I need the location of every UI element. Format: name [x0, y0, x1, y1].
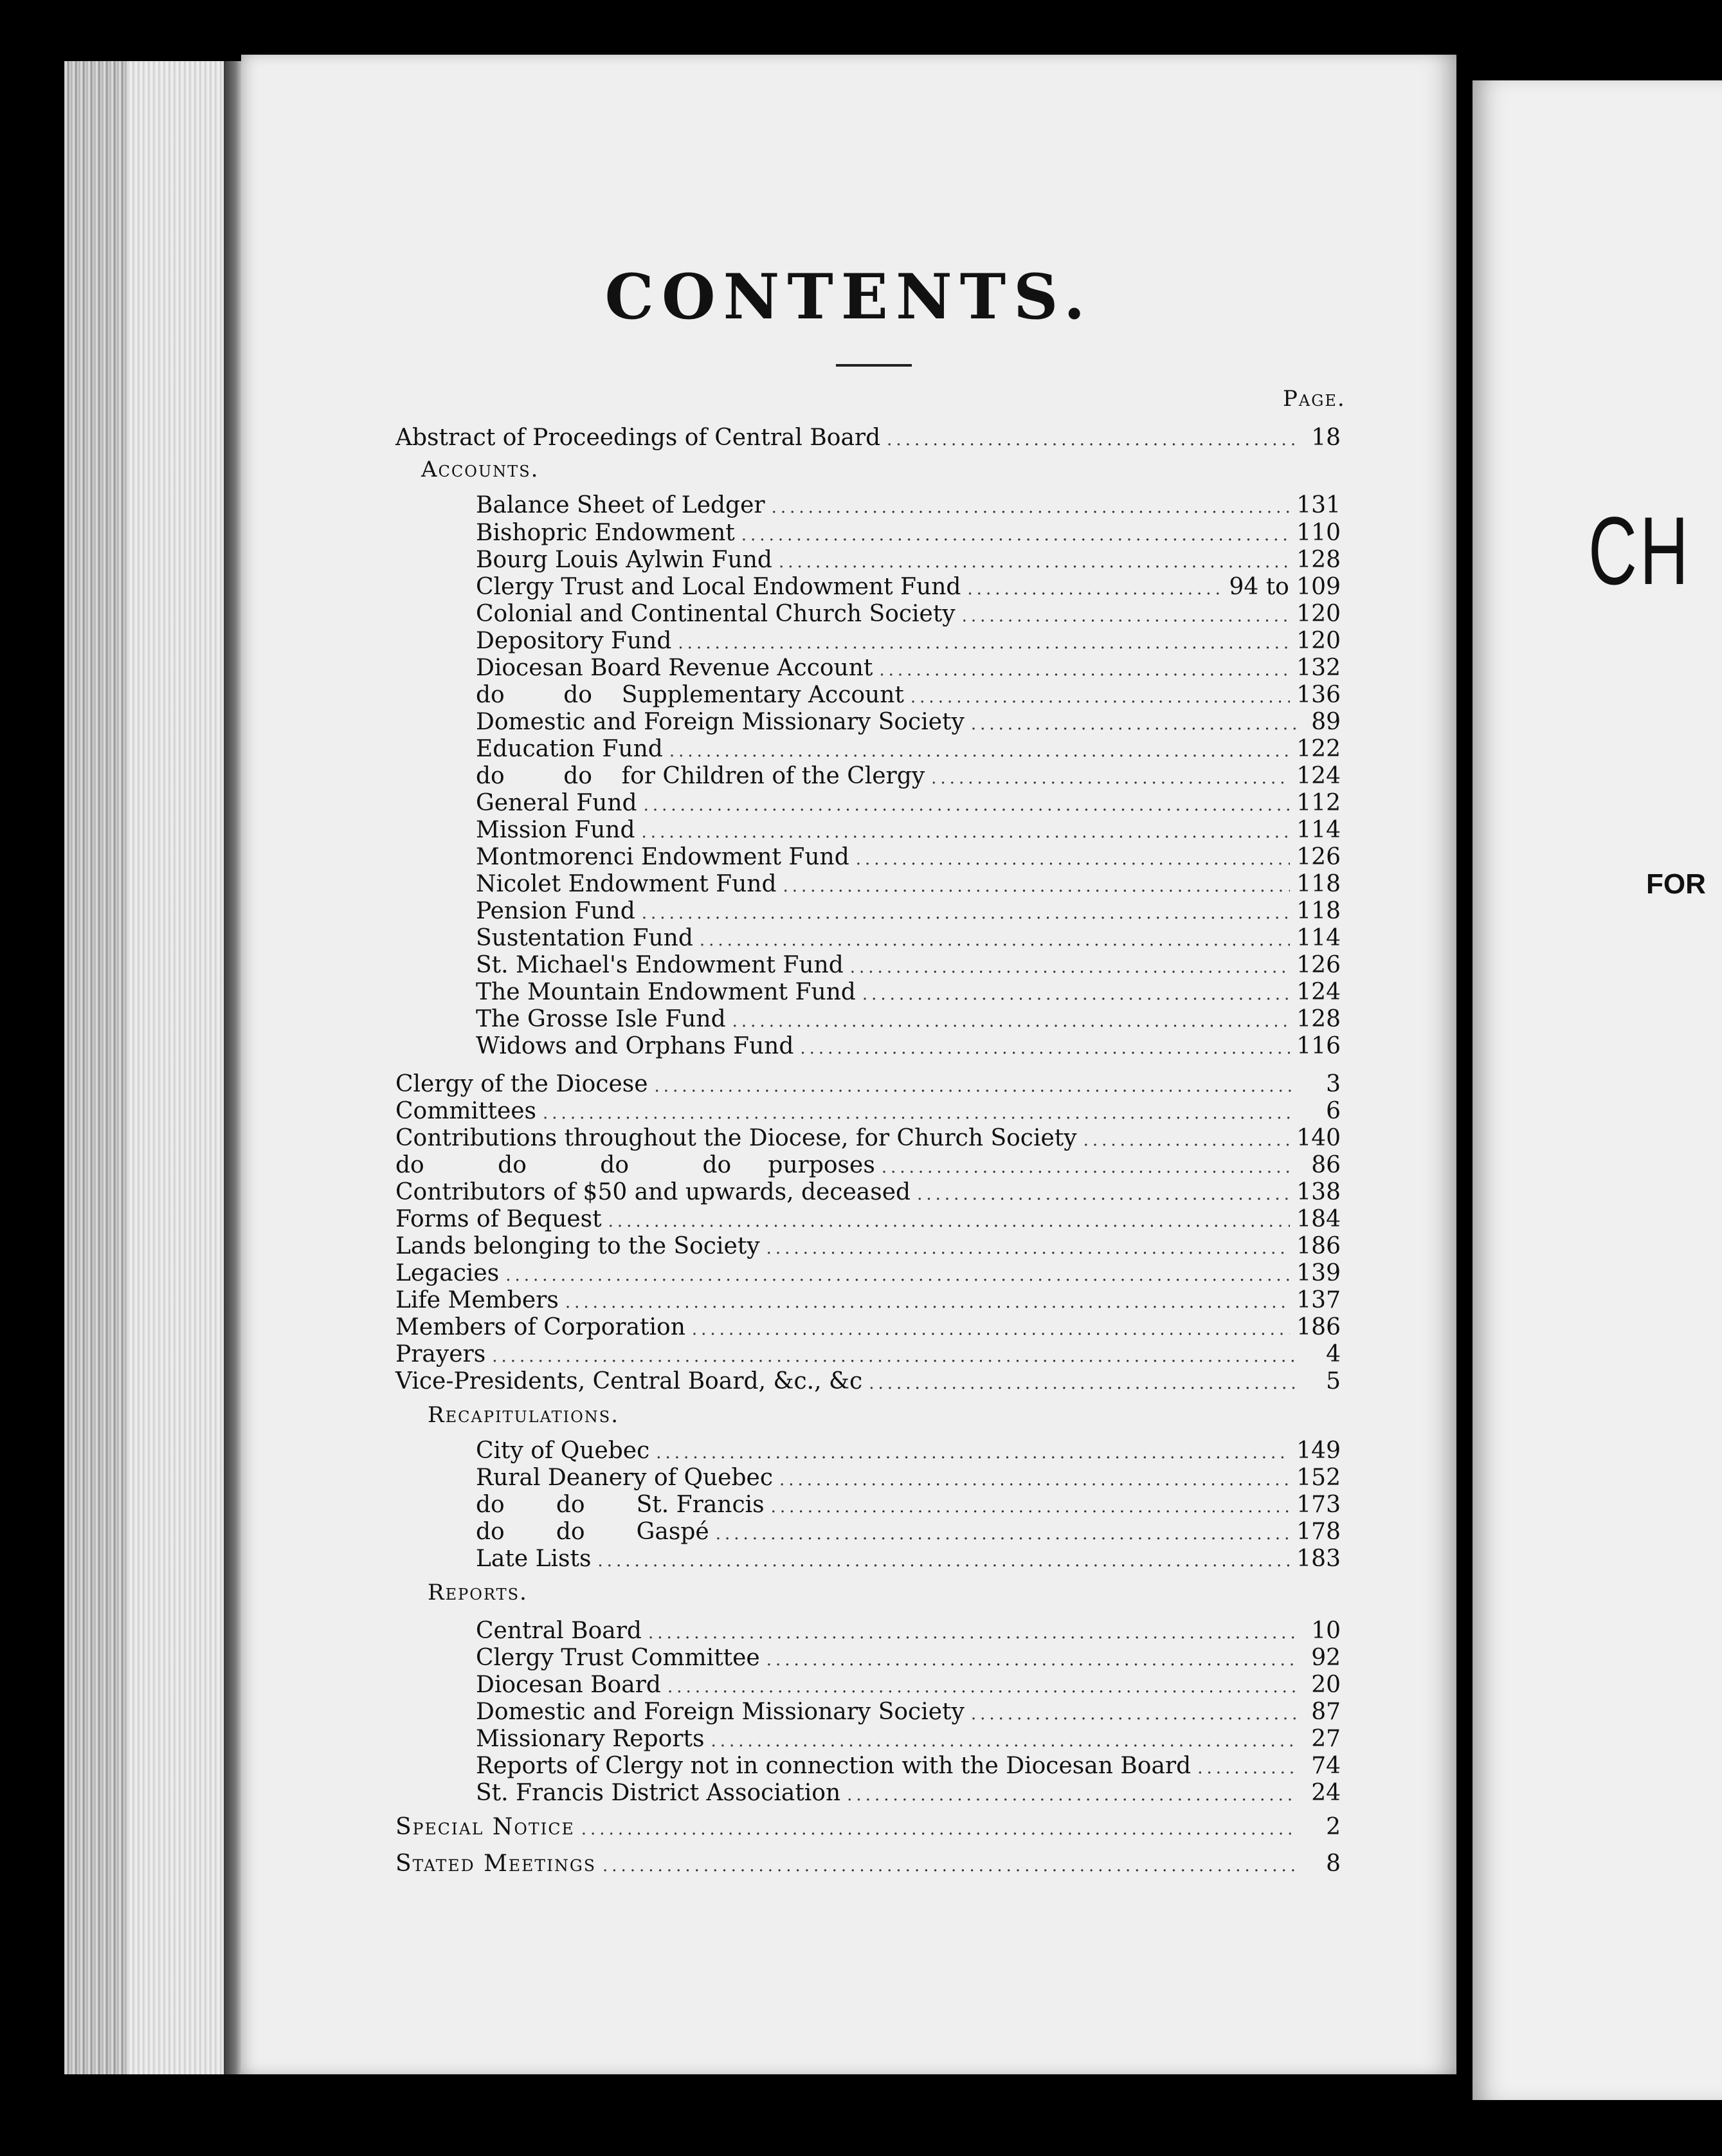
toc-entry-label: St. Michael's Endowment Fund	[476, 952, 844, 978]
toc-entry-page: 173	[1296, 1492, 1341, 1518]
toc-entry-label: Balance Sheet of Ledger	[476, 492, 765, 518]
leader-dots	[779, 549, 1290, 576]
toc-entry-page: 112	[1296, 790, 1341, 816]
leader-dots	[656, 1439, 1290, 1466]
toc-entry	[395, 1098, 1341, 1125]
toc-entry	[395, 1260, 1341, 1287]
toc-entry	[476, 1699, 1341, 1726]
toc-entry-label: Missionary Reports	[476, 1726, 705, 1752]
toc-entry	[476, 1726, 1341, 1753]
toc-entry	[476, 790, 1341, 817]
leader-dots	[772, 494, 1291, 521]
toc-entry	[476, 871, 1341, 898]
toc-entry-page: 132	[1296, 655, 1341, 681]
book-gutter	[224, 61, 243, 2074]
toc-entry-page: 126	[1296, 844, 1341, 870]
toc-entry-page: 120	[1296, 601, 1341, 627]
toc-entry-page: 86	[1311, 1152, 1341, 1178]
toc-entry-label: Reports of Clergy not in connection with the Diocesan Board	[476, 1753, 1192, 1779]
toc-entry-page: 110	[1296, 520, 1341, 546]
toc-entry-page: 94 to 109	[1229, 574, 1341, 600]
toc-entry	[395, 1341, 1341, 1368]
toc-entry-label: Diocesan Board Revenue Account	[476, 655, 873, 681]
toc-entry-page: 10	[1311, 1618, 1341, 1644]
leader-dots	[887, 426, 1296, 453]
toc-entry-label: Diocesan Board	[476, 1672, 661, 1698]
page-title: CONTENTS.	[604, 260, 1093, 333]
toc-entry-page: 24	[1311, 1780, 1341, 1806]
toc-entry-page: 87	[1311, 1699, 1341, 1725]
toc-entry-label: Bishopric Endowment	[476, 520, 735, 546]
toc-entry-label: The Grosse Isle Fund	[476, 1006, 726, 1032]
toc-entry-page: 20	[1311, 1672, 1341, 1698]
toc-entry	[395, 1206, 1341, 1233]
toc-entry	[476, 1438, 1341, 1465]
toc-entry-page: 2	[1326, 1814, 1341, 1840]
toc-entry-page: 4	[1326, 1341, 1341, 1367]
leader-dots	[692, 1316, 1290, 1343]
toc-entry-page: 6	[1326, 1098, 1341, 1124]
toc-entry	[395, 1287, 1341, 1314]
toc-entry-page: 136	[1296, 682, 1341, 708]
toc-entry	[476, 547, 1341, 574]
toc-entry	[476, 574, 1341, 601]
leader-dots	[669, 738, 1290, 765]
toc-entry-page: 114	[1296, 817, 1341, 843]
toc-entry	[476, 1006, 1341, 1033]
toc-entry	[476, 682, 1341, 709]
toc-entry	[476, 1753, 1341, 1780]
toc-entry	[395, 1314, 1341, 1341]
toc-entry-page: 152	[1296, 1465, 1341, 1491]
toc-entry	[395, 1179, 1341, 1206]
toc-entry	[395, 425, 1341, 452]
toc-entry-label: Contributions throughout the Diocese, for Church Society	[395, 1125, 1077, 1151]
toc-entry-label: City of Quebec	[476, 1438, 650, 1464]
toc-entry-page: 124	[1296, 763, 1341, 789]
toc-entry-page: 186	[1296, 1314, 1341, 1340]
leader-dots	[862, 981, 1290, 1008]
toc-entry	[395, 1233, 1341, 1260]
leader-dots	[967, 576, 1222, 603]
section-heading: Accounts.	[421, 457, 539, 482]
leader-dots	[543, 1100, 1296, 1127]
toc-entry	[476, 655, 1341, 682]
toc-entry-page: 183	[1296, 1546, 1341, 1572]
toc-entry-page: 89	[1311, 709, 1341, 735]
toc-entry	[476, 736, 1341, 763]
toc-entry	[476, 520, 1341, 547]
toc-entry-label: Legacies	[395, 1260, 500, 1286]
leader-dots	[850, 954, 1291, 981]
toc-entry	[476, 952, 1341, 979]
toc-entry	[476, 898, 1341, 925]
toc-entry-label: Prayers	[395, 1341, 486, 1367]
toc-entry	[395, 1368, 1341, 1395]
leader-dots	[741, 522, 1291, 549]
toc-entry	[395, 1814, 1341, 1841]
toc-entry-page: 116	[1296, 1033, 1341, 1059]
leader-dots	[597, 1548, 1290, 1575]
title-rule	[836, 364, 912, 367]
leader-dots	[603, 1852, 1296, 1879]
leader-dots	[505, 1262, 1290, 1289]
toc-entry-label: Montmorenci Endowment Fund	[476, 844, 849, 870]
toc-entry	[395, 1850, 1341, 1877]
leader-dots	[783, 873, 1291, 900]
toc-entry	[476, 492, 1341, 519]
toc-entry-label: do do do do purposes	[395, 1152, 875, 1178]
toc-entry-label: Domestic and Foreign Missionary Society	[476, 709, 965, 735]
leader-dots	[917, 1181, 1290, 1208]
toc-entry-label: Forms of Bequest	[395, 1206, 602, 1232]
leader-dots	[667, 1674, 1296, 1701]
toc-entry-label: Depository Fund	[476, 628, 672, 654]
toc-entry-label: Domestic and Foreign Missionary Society	[476, 1699, 965, 1725]
leader-dots	[962, 603, 1291, 630]
toc-entry-label: Nicolet Endowment Fund	[476, 871, 777, 897]
toc-entry-page: 74	[1311, 1753, 1341, 1779]
leader-dots	[644, 792, 1291, 819]
leader-dots	[911, 684, 1290, 711]
toc-entry-label: Central Board	[476, 1618, 642, 1644]
toc-entry	[476, 1546, 1341, 1573]
toc-entry	[476, 1618, 1341, 1645]
toc-entry-label: Colonial and Continental Church Society	[476, 601, 956, 627]
toc-entry-page: 184	[1296, 1206, 1341, 1232]
toc-entry-page: 137	[1296, 1287, 1341, 1313]
toc-entry-label: Lands belonging to the Society	[395, 1233, 760, 1259]
toc-entry-label: Life Members	[395, 1287, 559, 1313]
toc-entry-page: 131	[1296, 492, 1341, 518]
toc-entry-label: Mission Fund	[476, 817, 635, 843]
leader-dots	[847, 1782, 1296, 1809]
leader-dots	[648, 1620, 1296, 1647]
toc-entry-page: 178	[1296, 1519, 1341, 1545]
leader-dots	[1083, 1127, 1291, 1154]
toc-entry-page: 122	[1296, 736, 1341, 762]
toc-entry	[476, 817, 1341, 844]
right-page-title-fragment: CH	[1588, 497, 1692, 605]
toc-entry	[476, 1492, 1341, 1519]
toc-entry-page: 128	[1296, 1006, 1341, 1032]
leader-dots	[732, 1008, 1291, 1035]
leader-dots	[492, 1343, 1296, 1370]
leader-dots	[971, 711, 1296, 738]
right-page	[1473, 80, 1722, 2100]
toc-entry-label: Contributors of $50 and upwards, deceased	[395, 1179, 911, 1205]
toc-entry-page: 118	[1296, 898, 1341, 924]
leader-dots	[800, 1035, 1290, 1062]
toc-entry-page: 92	[1311, 1645, 1341, 1671]
leader-dots	[700, 927, 1290, 954]
toc-entry-page: 124	[1296, 979, 1341, 1005]
toc-entry	[395, 1071, 1341, 1098]
toc-entry	[476, 709, 1341, 736]
toc-entry	[476, 763, 1341, 790]
toc-entry-label: St. Francis District Association	[476, 1780, 841, 1806]
leader-dots	[856, 846, 1291, 873]
toc-entry-page: 149	[1296, 1438, 1341, 1464]
toc-entry	[476, 979, 1341, 1006]
book-page-edges-inner	[129, 61, 225, 2074]
toc-entry-page: 18	[1311, 425, 1341, 451]
right-page-text-fragment: FOR	[1646, 868, 1706, 900]
section-heading: Reports.	[428, 1580, 528, 1605]
toc-entry-page: 126	[1296, 952, 1341, 978]
leader-dots	[711, 1728, 1296, 1755]
toc-entry-label: Clergy Trust and Local Endowment Fund	[476, 574, 961, 600]
toc-entry-page: 5	[1326, 1368, 1341, 1394]
toc-entry-label: Vice-Presidents, Central Board, &c., &c	[395, 1368, 863, 1394]
toc-entry-label: do do Supplementary Account	[476, 682, 904, 708]
leader-dots	[766, 1647, 1296, 1674]
leader-dots	[608, 1208, 1291, 1235]
toc-entry-label: do do St. Francis	[476, 1492, 765, 1518]
toc-entry-label: Pension Fund	[476, 898, 635, 924]
toc-entry	[476, 844, 1341, 871]
toc-entry-page: 120	[1296, 628, 1341, 654]
toc-entry	[476, 925, 1341, 952]
leader-dots	[565, 1289, 1290, 1316]
toc-entry-label: do do for Children of the Clergy	[476, 763, 925, 789]
leader-dots	[779, 1466, 1290, 1494]
toc-entry-label: do do Gaspé	[476, 1519, 709, 1545]
toc-entry	[476, 1465, 1341, 1492]
toc-entry	[476, 1672, 1341, 1699]
leader-dots	[642, 819, 1291, 846]
leader-dots	[882, 1154, 1296, 1181]
toc-entry-page: 139	[1296, 1260, 1341, 1286]
toc-entry	[476, 1519, 1341, 1546]
toc-entry	[395, 1125, 1341, 1152]
toc-entry-label: Late Lists	[476, 1546, 592, 1572]
toc-entry-label: Committees	[395, 1098, 537, 1124]
toc-entry-page: 128	[1296, 547, 1341, 573]
toc-entry-label: Clergy of the Diocese	[395, 1071, 648, 1097]
toc-entry-page: 186	[1296, 1233, 1341, 1259]
toc-entry-label: Rural Deanery of Quebec	[476, 1465, 773, 1491]
toc-entry-page: 27	[1311, 1726, 1341, 1752]
leader-dots	[766, 1235, 1291, 1262]
toc-entry-label: Clergy Trust Committee	[476, 1645, 760, 1671]
toc-entry-label: Abstract of Proceedings of Central Board	[395, 425, 881, 451]
toc-entry	[395, 1152, 1341, 1179]
toc-entry-page: 8	[1326, 1850, 1341, 1877]
toc-entry-label: General Fund	[476, 790, 637, 816]
toc-entry-label: Bourg Louis Aylwin Fund	[476, 547, 772, 573]
toc-entry-label: Sustentation Fund	[476, 925, 693, 951]
toc-entry	[476, 601, 1341, 628]
toc-entry-label: Stated Meetings	[395, 1850, 596, 1877]
toc-entry-label: The Mountain Endowment Fund	[476, 979, 856, 1005]
toc-entry-label: Members of Corporation	[395, 1314, 685, 1340]
toc-entry	[476, 1645, 1341, 1672]
toc-entry-page: 118	[1296, 871, 1341, 897]
toc-entry-page: 140	[1296, 1125, 1341, 1151]
toc-entry	[476, 628, 1341, 655]
leader-dots	[716, 1521, 1291, 1548]
leader-dots	[642, 900, 1291, 927]
toc-entry	[476, 1033, 1341, 1060]
leader-dots	[678, 630, 1290, 657]
toc-entry-label: Education Fund	[476, 736, 663, 762]
leader-dots	[879, 657, 1290, 684]
page-column-header: Page.	[1283, 386, 1346, 412]
leader-dots	[655, 1073, 1296, 1100]
leader-dots	[581, 1816, 1296, 1843]
leader-dots	[1197, 1755, 1296, 1782]
toc-entry-page: 114	[1296, 925, 1341, 951]
leader-dots	[931, 765, 1290, 792]
toc-entry-page: 3	[1326, 1071, 1341, 1097]
leader-dots	[771, 1494, 1291, 1521]
toc-entry	[476, 1780, 1341, 1807]
leader-dots	[971, 1701, 1296, 1728]
toc-entry-label: Special Notice	[395, 1814, 575, 1840]
toc-entry-label: Widows and Orphans Fund	[476, 1033, 794, 1059]
section-heading: Recapitulations.	[428, 1402, 620, 1428]
toc-entry-page: 138	[1296, 1179, 1341, 1205]
leader-dots	[869, 1370, 1296, 1397]
